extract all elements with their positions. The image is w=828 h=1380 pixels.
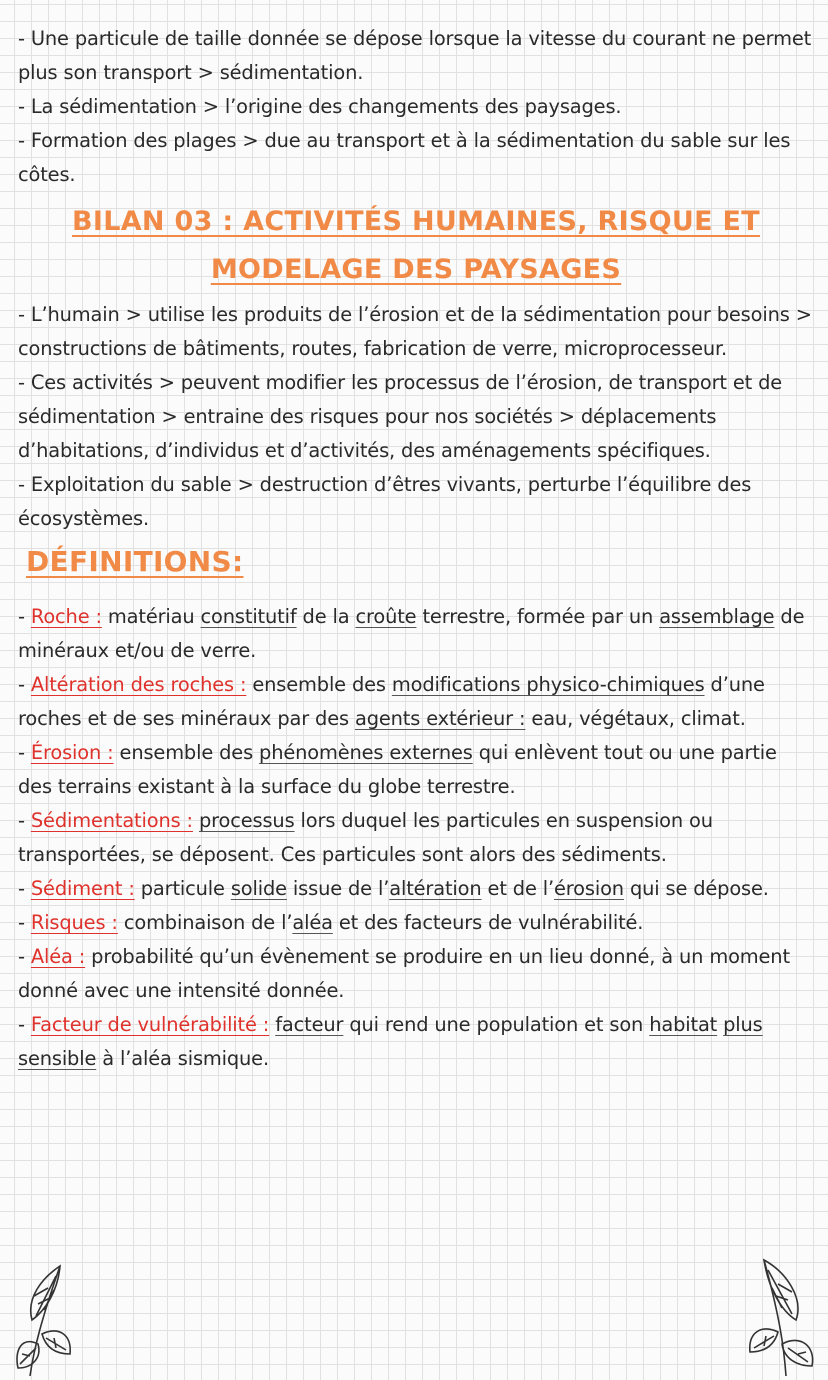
term-erosion: Érosion : — [30, 741, 114, 764]
definition-alteration: - Altération des roches : ensemble des modifications physico-chimiques d’une roches et de ses minéraux par des agents extérieur : eau, végétaux, climat. — [18, 673, 765, 730]
intro-line: - Formation des plages > due au transport et à la sédimentation du sable sur les côtes. — [18, 129, 791, 186]
intro-line: - Une particule de taille donnée se dépose lorsque la vitesse du courant ne permet plus son transport > sédimentation. — [18, 27, 812, 84]
definition-risques: - Risques : combinaison de l’aléa et des facteurs de vulnérabilité. — [18, 911, 644, 934]
term-alea: Aléa : — [30, 945, 86, 968]
bilan-line: - L’humain > utilise les produits de l’érosion et de la sédimentation pour besoins > constructions de bâtiments, routes, fabrication de verre, microprocesseur. — [18, 303, 812, 360]
definition-erosion: - Érosion : ensemble des phénomènes externes qui enlèvent tout ou une partie des terrains existant à la surface du globe terrestre. — [18, 741, 777, 798]
notes-page — [18, 22, 814, 1076]
definition-sedimentations: - Sédimentations : processus lors duquel les particules en suspension ou transportées, se déposent. Ces particules sont alors des sédiments. — [18, 809, 713, 866]
definition-facteur-vulnerabilite: - Facteur de vulnérabilité : facteur qui rend une population et son habitat plus sensible à l’aléa sismique. — [18, 1013, 763, 1070]
bilan-line: - Exploitation du sable > destruction d’êtres vivants, perturbe l’équilibre des écosystèmes. — [18, 473, 752, 530]
intro-line: - La sédimentation > l’origine des changements des paysages. — [18, 95, 622, 118]
definition-sediment: - Sédiment : particule solide issue de l’altération et de l’érosion qui se dépose. — [18, 877, 769, 900]
term-sediment: Sédiment : — [30, 877, 135, 900]
term-sedimentations: Sédimentations : — [30, 809, 193, 832]
term-facteur-vulnerabilite: Facteur de vulnérabilité : — [30, 1013, 270, 1036]
definition-alea: - Aléa : probabilité qu’un évènement se produire en un lieu donné, à un moment donné avec une intensité donnée. — [18, 945, 790, 1002]
leaf-right-icon — [746, 1254, 818, 1378]
definition-roche: - Roche : matériau constitutif de la croûte terrestre, formée par un assemblage de minéraux et/ou de verre. — [18, 605, 805, 662]
term-risques: Risques : — [30, 911, 118, 934]
term-roche: Roche : — [30, 605, 102, 628]
bilan-line: - Ces activités > peuvent modifier les processus de l’érosion, de transport et de sédimentation > entraine des risques pour nos sociétés > déplacements d’habitations, d’individus et d’activités, des aménagements spécifiques. — [18, 371, 783, 462]
term-alteration: Altération des roches : — [30, 673, 247, 696]
definitions-heading: DÉFINITIONS: — [26, 545, 244, 578]
bilan-title: BILAN 03 : ACTIVITÉS HUMAINES, RISQUE ET MODELAGE DES PAYSAGES — [71, 206, 761, 285]
leaf-left-icon — [12, 1258, 76, 1378]
